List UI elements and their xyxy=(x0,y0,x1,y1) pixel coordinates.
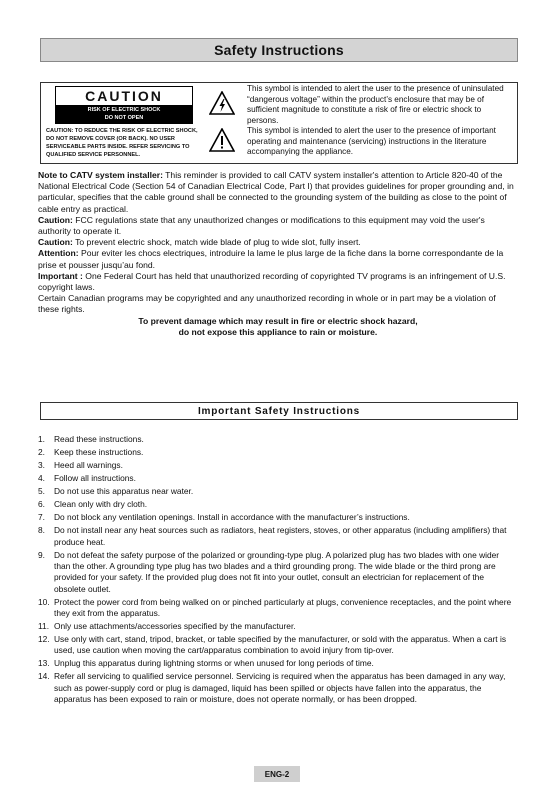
catv-note xyxy=(38,170,518,215)
list-item-number: 1. xyxy=(38,434,45,444)
fcc-caution-label: Caution: xyxy=(38,214,73,225)
page-number: ENG-2 xyxy=(254,766,300,782)
list-item-text: Follow all instructions. xyxy=(54,473,136,484)
attention-note xyxy=(38,248,518,270)
list-item-text: Only use attachments/accessories specified by the manufacturer. xyxy=(54,620,296,631)
catv-note-label: Note to CATV system installer: xyxy=(38,170,163,180)
shock-caution-label: Caution: xyxy=(38,237,73,248)
list-item-text: Do not install near any heat sources such as radiators, heat registers, stoves, or other apparatus (including amplifiers) that produce heat. xyxy=(54,525,507,547)
shock-caution xyxy=(38,237,518,248)
exclamation-warning-icon xyxy=(209,128,235,152)
list-item xyxy=(38,671,516,705)
list-item-text: Refer all servicing to qualified service personnel. Servicing is required when the apparatus has been damaged in any way, such as power-supply cord or plug is damaged, liquid has been spilled or objects have fallen into the apparatus, the apparatus has been exposed to rain or moisture, does not operate normally, or has been dropped. xyxy=(54,671,506,704)
voltage-symbol-text: This symbol is intended to alert the user to the presence of uninsulated “dangerous voltage” within the product’s enclosure that may be of sufficient magnitude to constitute a risk of fire or electric shock to persons. xyxy=(247,84,504,126)
list-item xyxy=(38,658,516,669)
notes-section xyxy=(38,170,518,338)
caution-band xyxy=(56,105,192,123)
list-item-number: 4. xyxy=(38,473,45,484)
list-item-text: Do not defeat the safety purpose of the polarized or grounding-type plug. A polarized plug has two blades with one wider than the other. A grounding type plug has two blades and a third grounding prong. The wide blade or the third prong are provided for your safety. If the provided plug does not fit into your outlet, consult an electrician for replacement of the obsolete outlet. xyxy=(54,549,500,594)
list-item xyxy=(38,634,516,657)
list-item xyxy=(38,550,516,595)
caution-note: CAUTION: TO REDUCE THE RISK OF ELECTRIC SHOCK, DO NOT REMOVE COVER (OR BACK). NO USER SERVICEABLE PARTS INSIDE. REFER SERVICING TO QUALIFIED SERVICE PERSONNEL. xyxy=(46,128,198,158)
list-item-text: Clean only with dry cloth. xyxy=(54,499,148,510)
important-symbol-text: This symbol is intended to alert the user to the presence of important operating and maintenance (servicing) instructions in the literature accompanying the appliance. xyxy=(247,126,496,157)
list-item-text: Unplug this apparatus during lightning storms or when unused for long periods of time. xyxy=(54,658,374,669)
list-item-number: 5. xyxy=(38,486,45,497)
list-item-number: 2. xyxy=(38,447,45,458)
list-item xyxy=(38,486,516,497)
list-item-text: Heed all warnings. xyxy=(54,460,123,471)
list-item-text: Do not block any ventilation openings. Install in accordance with the manufacturer’s instructions. xyxy=(54,512,410,523)
lightning-warning-icon xyxy=(209,91,235,115)
warning-line-2: do not expose this appliance to rain or moisture. xyxy=(178,326,378,337)
list-item-number: 10. xyxy=(38,596,50,607)
list-item-number: 11. xyxy=(38,620,50,631)
list-item-number: 14. xyxy=(38,671,50,682)
shock-caution-text: To prevent electric shock, match wide blade of plug to wide slot, fully insert. xyxy=(72,237,361,248)
list-item xyxy=(38,621,516,632)
fcc-caution-text: FCC regulations state that any unauthorized changes or modifications to this equipment may void the user's authority to operate it. xyxy=(38,214,485,237)
list-item-number: 13. xyxy=(38,658,50,669)
catv-note-text: This reminder is provided to call CATV system installer's attention to Article 820-40 of the National Electrical Code (Section 54 of Canadian Electrical Code, Part I) that provides guidelines for proper grounding and, in particular, specifies that the cable ground shall be connected to the grounding system of the building as close to the point of cable entry as practical. xyxy=(38,170,514,214)
list-item xyxy=(38,473,516,484)
important-note xyxy=(38,271,518,293)
list-item-text: Use only with cart, stand, tripod, bracket, or table specified by the manufacturer, or sold with the apparatus. When a cart is used, use caution when moving the cart/apparatus combination to avoid injury from tip-over. xyxy=(54,634,507,656)
list-item xyxy=(38,460,516,471)
caution-heading: CAUTION xyxy=(85,88,163,104)
list-item-text: Protect the power cord from being walked on or pinched particularly at plugs, convenience receptacles, and the point where they exit from the apparatus. xyxy=(54,596,512,618)
list-item xyxy=(38,434,516,445)
important-safety-heading: Important Safety Instructions xyxy=(40,402,518,420)
caution-label xyxy=(55,86,193,124)
attention-label: Attention: xyxy=(38,248,79,259)
list-item-number: 7. xyxy=(38,512,45,523)
list-item-text: Read these instructions. xyxy=(54,434,144,444)
important-label: Important : xyxy=(38,270,83,281)
page-title: Safety Instructions xyxy=(40,38,518,62)
caution-band-line2: DO NOT OPEN xyxy=(104,114,144,121)
list-item-number: 12. xyxy=(38,634,50,644)
list-item-text: Do not use this apparatus near water. xyxy=(54,486,194,497)
list-item-text: Keep these instructions. xyxy=(54,447,144,458)
list-item-number: 6. xyxy=(38,499,45,510)
canadian-note: Certain Canadian programs may be copyrighted and any unauthorized recording in whole or in part may be a violation of these rights. xyxy=(38,293,496,315)
caution-band-line1: RISK OF ELECTRIC SHOCK xyxy=(87,107,161,113)
attention-text: Pour eviter les chocs electriques, introduire la lame le plus large de la fiche dans la borne correspondante de la prise et pousser jusqu’au fond. xyxy=(38,248,504,270)
instruction-list xyxy=(38,434,516,707)
warning-line-1: To prevent damage which may result in fire or electric shock hazard, xyxy=(138,315,418,326)
list-item-number: 3. xyxy=(38,460,45,471)
list-item xyxy=(38,597,516,620)
list-item xyxy=(38,499,516,510)
list-item xyxy=(38,525,516,548)
caution-panel xyxy=(40,82,518,164)
fcc-caution xyxy=(38,215,518,237)
list-item xyxy=(38,512,516,523)
important-text: One Federal Court has held that unauthorized recording of copyrighted TV programs is an infringement of U.S. copyright laws. xyxy=(38,270,506,293)
list-item xyxy=(38,447,516,458)
list-item-number: 8. xyxy=(38,525,45,536)
list-item-number: 9. xyxy=(38,549,45,560)
